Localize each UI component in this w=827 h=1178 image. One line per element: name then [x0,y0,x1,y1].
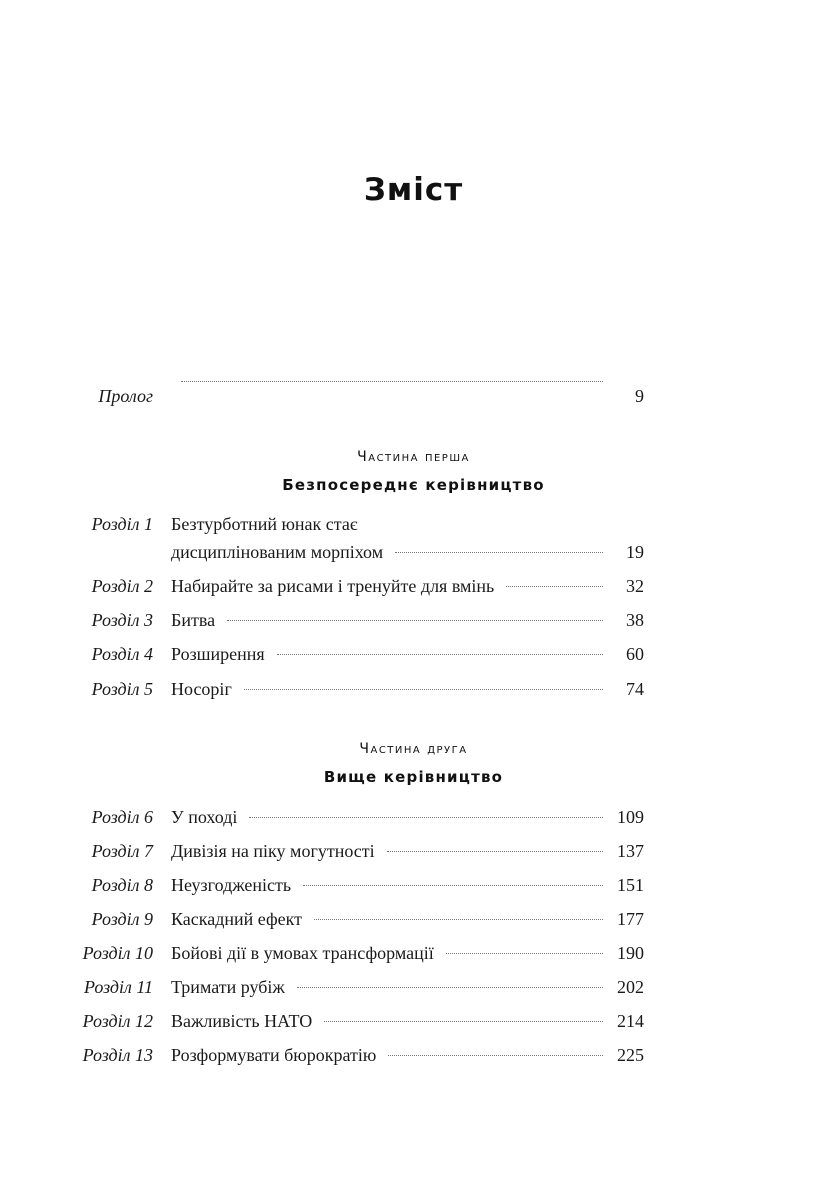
page-number: 109 [617,807,644,827]
chapter-label: Розділ 7 [91,841,153,861]
chapter-label: Розділ 8 [91,875,153,895]
page-number: 32 [626,576,644,596]
dot-leader [244,689,603,690]
chapter-title: Бойові дії в умовах трансформації [171,943,434,963]
dot-leader [387,851,603,852]
page-number: 19 [626,542,644,562]
page-number: 60 [626,644,644,664]
toc-entry-chapter-7[interactable] [0,841,827,865]
page-number: 151 [617,875,644,895]
page-number: 137 [617,841,644,861]
chapter-title: дисциплінованим морпіхом [171,542,384,562]
chapter-title: Набирайте за рисами і тренуйте для вмінь [171,576,495,596]
chapter-title: Тримати рубіж [171,977,285,997]
toc-entry-prolog[interactable] [0,386,827,410]
part-2-label: Частина друга [359,741,468,757]
dot-leader [506,586,603,587]
toc-entry-chapter-4[interactable] [0,644,827,668]
chapter-title: У поході [171,807,238,827]
chapter-label: Розділ 6 [91,807,153,827]
part-2-title: Вище керівництво [323,768,504,786]
page-number: 177 [617,909,644,929]
toc-entry-chapter-1[interactable] [0,514,827,538]
dot-leader [446,953,603,954]
page-number: 74 [626,679,644,699]
chapter-title-line1: Безтурботний юнак стає [171,514,358,534]
dot-leader [395,552,603,553]
chapter-label: Розділ 13 [82,1045,153,1065]
chapter-label: Розділ 12 [82,1011,153,1031]
toc-entry-chapter-2[interactable] [0,576,827,600]
part-1-title: Безпосереднє керівництво [282,476,545,494]
chapter-title: Розширення [171,644,265,664]
toc-entry-chapter-10[interactable] [0,943,827,967]
toc-entry-chapter-3[interactable] [0,610,827,634]
chapter-title: Битва [171,610,216,630]
toc-entry-chapter-13[interactable] [0,1045,827,1069]
dot-leader [324,1021,603,1022]
toc-entry-chapter-11[interactable] [0,977,827,1001]
page-number: 225 [617,1045,644,1065]
part-1-label: Частина перша [357,449,470,465]
dot-leader [227,620,603,621]
chapter-title: Каскадний ефект [171,909,303,929]
chapter-label: Розділ 5 [91,679,153,699]
chapter-title: Неузгодженість [171,875,292,895]
dot-leader [314,919,603,920]
prolog-leader [181,386,603,387]
page-number: 190 [617,943,644,963]
page-number: 38 [626,610,644,630]
chapter-title: Розформувати бюрократію [171,1045,377,1065]
dot-leader [388,1055,603,1056]
chapter-label: Розділ 2 [91,576,153,596]
chapter-title: Носоріг [171,679,232,699]
chapter-label: Розділ 1 [91,514,153,534]
chapter-label: Розділ 4 [91,644,153,664]
toc-entry-chapter-5[interactable] [0,679,827,703]
chapter-label: Розділ 10 [82,943,153,963]
dot-leader [277,654,603,655]
dot-leader [249,817,603,818]
chapter-label: Розділ 11 [83,977,153,997]
toc-entry-chapter-8[interactable] [0,875,827,899]
toc-entry-chapter-12[interactable] [0,1011,827,1035]
page-number: 202 [617,977,644,997]
dot-leader [297,987,603,988]
dot-leader [303,885,603,886]
dot-leader [181,381,603,382]
page-title: Зміст [363,172,464,208]
toc-entry-chapter-6[interactable] [0,807,827,831]
chapter-label: Розділ 3 [91,610,153,630]
toc-entry-chapter-1-cont[interactable] [0,542,827,566]
page-number: 214 [617,1011,644,1031]
page-number: 9 [635,386,644,406]
chapter-title: Важливість НАТО [171,1011,313,1031]
prolog-label: Пролог [98,386,153,406]
chapter-title: Дивізія на піку могутності [171,841,375,861]
toc-entry-chapter-9[interactable] [0,909,827,933]
chapter-label: Розділ 9 [91,909,153,929]
